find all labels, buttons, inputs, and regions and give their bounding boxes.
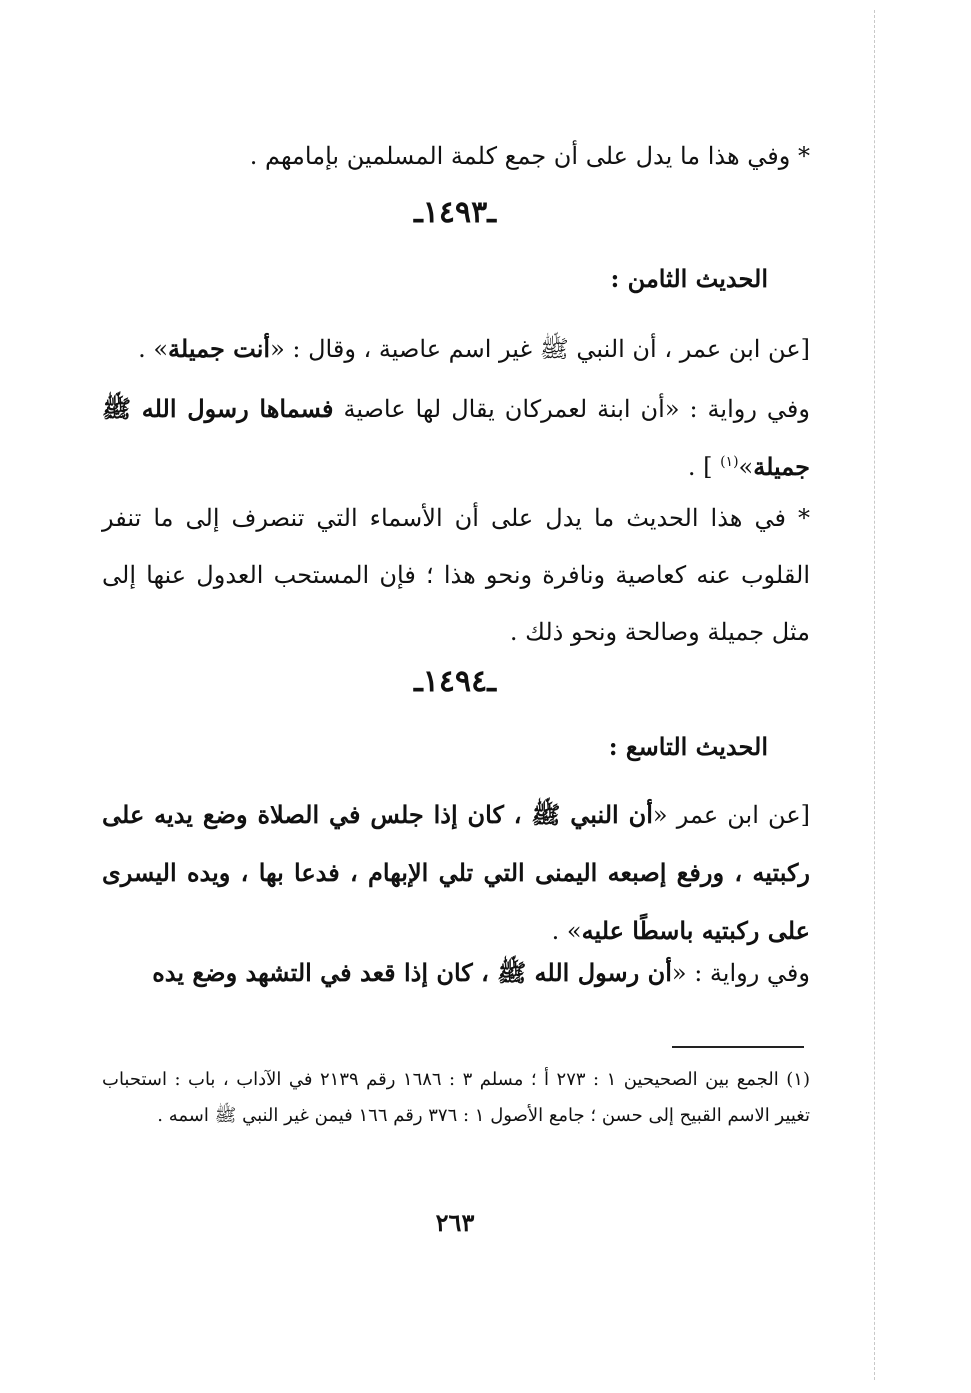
hadith-1494-prefix: [عن ابن عمر « xyxy=(652,801,811,829)
hadith-1493-bold-quote: أنت جميلة xyxy=(168,334,271,363)
riwaya-1493-prefix: وفي رواية : «أن ابنة لعمركان يقال لها عاصية xyxy=(333,395,810,423)
riwaya-1493-end: ] . xyxy=(687,453,721,481)
hadith-1494-suffix: » . xyxy=(551,917,582,945)
footnote-1: (١) الجمع بين الصحيحين ١ : ٢٧٣ أ ؛ مسلم ٣ : ١٦٨٦ رقم ٢١٣٩ في الآداب ، باب : استحباب تغيير الاسم القبيح إلى حسن ؛ جامع الأصول ١ : ٣٧٦ رقم ١٦٦ فيمن غير النبي ﷺ اسمه . xyxy=(102,1069,810,1126)
hadith-text-1493 xyxy=(102,320,810,378)
riwaya-1493-suffix: » xyxy=(738,453,754,481)
hadith-number-1493: ـ١٤٩٣ـ xyxy=(413,195,497,230)
riwaya-1494-bold-quote: أن رسول الله ﷺ ، كان إذا قعد في التشهد وضع يده xyxy=(152,958,672,987)
hadith-number-1494: ـ١٤٩٤ـ xyxy=(413,664,497,699)
riwaya-1494-prefix: وفي رواية : « xyxy=(671,959,810,987)
hadith-1493-prefix: [عن ابن عمر ، أن النبي ﷺ غير اسم عاصية ، وقال : « xyxy=(270,335,810,363)
riwaya-1493-bold-quote: فسماها رسول الله ﷺ جميلة xyxy=(102,394,810,481)
hadith-heading-eighth: الحديث الثامن : xyxy=(610,264,768,293)
hadith-riwaya-1494 xyxy=(102,944,810,1002)
commentary-1493: * في هذا الحديث ما يدل على أن الأسماء التي تنصرف إلى ما تنفر القلوب عنه كعاصية ونافرة ونحو هذا ؛ فإن المستحب العدول عنها إلى مثل جميلة وصالحة ونحو ذلك . xyxy=(102,504,811,646)
footnote-separator xyxy=(672,1046,804,1048)
intro-note: * وفي هذا ما يدل على أن جمع كلمة المسلمين بإمامهم . xyxy=(249,142,810,170)
hadith-1493-suffix: » . xyxy=(138,335,169,363)
hadith-heading-ninth: الحديث التاسع : xyxy=(608,732,768,761)
hadith-text-1494 xyxy=(102,786,810,960)
page-number: ٢٦٣ xyxy=(435,1208,475,1237)
footnote-reference-1: (١) xyxy=(720,454,739,470)
hadith-1494-bold-quote: أن النبي ﷺ ، كان إذا جلس في الصلاة وضع يديه على ركبتيه ، ورفع إصبعه اليمنى التي تلي الإبهام ، فدعا بها ، ويده اليسرى على ركبتيه باسطًا عليه xyxy=(102,800,810,945)
hadith-riwaya-1493 xyxy=(102,380,810,496)
